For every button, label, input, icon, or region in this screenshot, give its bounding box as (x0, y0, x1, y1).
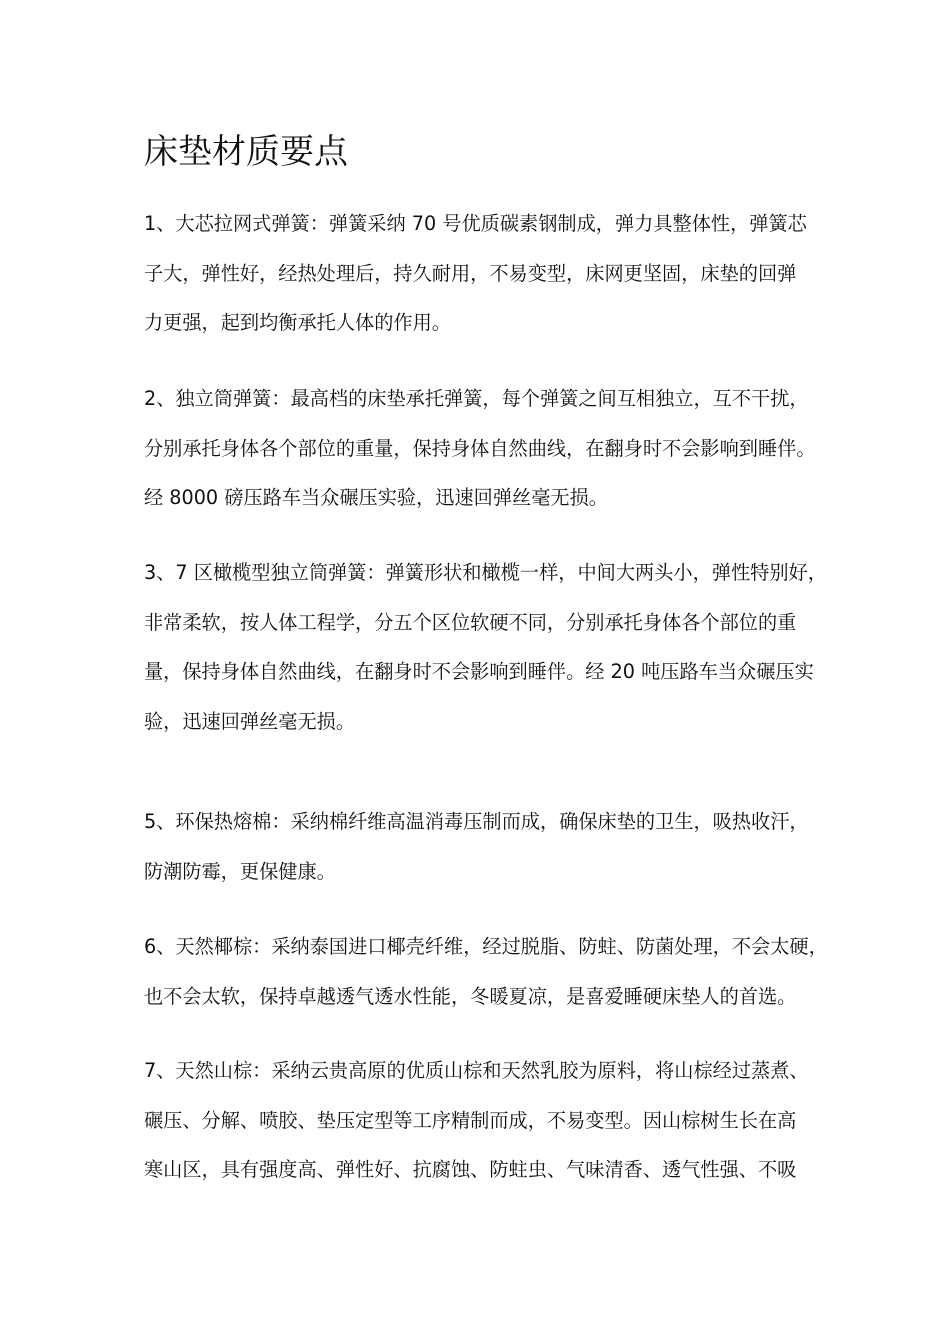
paragraph-line: 量，保持身体自然曲线，在翻身时不会影响到睡伴。经 20 吨压路车当众碾压实 (144, 660, 814, 684)
paragraph-line: 2、独立筒弹簧：最高档的床垫承托弹簧，每个弹簧之间互相独立，互不干扰， (144, 387, 809, 410)
paragraph-line: 碾压、分解、喷胶、垫压定型等工序精制而成，不易变型。因山棕树生长在高 (144, 1108, 797, 1132)
paragraph-line: 验，迅速回弹丝毫无损。 (144, 710, 356, 734)
paragraph-line: 分别承托身体各个部位的重量，保持身体自然曲线，在翻身时不会影响到睡伴。 (144, 436, 816, 460)
paragraph-line: 也不会太软，保持卓越透气透水性能，冬暖夏凉，是喜爱睡硬床垫人的首选。 (144, 984, 797, 1008)
paragraph-line: 防潮防霉，更保健康。 (144, 859, 336, 883)
paragraph-line: 非常柔软，按人体工程学，分五个区位软硬不同，分别承托身体各个部位的重 (144, 610, 797, 634)
paragraph-line: 7、天然山棕：采纳云贵高原的优质山棕和天然乳胶为原料，将山棕经过蒸煮、 (144, 1059, 809, 1082)
paragraph-line: 5、环保热熔棉：采纳棉纤维高温消毒压制而成，确保床垫的卫生，吸热收汗， (144, 810, 809, 833)
paragraph-line: 6、天然椰棕：采纳泰国进口椰壳纤维，经过脱脂、防蛀、防菌处理，不会太硬， (144, 935, 828, 958)
paragraph-line: 寒山区，具有强度高、弹性好、抗腐蚀、防蛀虫、气味清香、透气性强、不吸 (144, 1158, 797, 1182)
paragraph-line: 3、7 区橄榄型独立筒弹簧：弹簧形状和橄榄一样，中间大两头小，弹性特别好， (144, 561, 827, 584)
paragraph-coconut-fiber (144, 922, 828, 1021)
paragraph-line: 经 8000 磅压路车当众碾压实验，迅速回弹丝毫无损。 (144, 486, 608, 510)
paragraph-spring-bonnell (144, 199, 824, 348)
paragraph-thermal-cotton (144, 797, 824, 896)
paragraph-line: 子大，弹性好，经热处理后，持久耐用，不易变型，床网更坚固，床垫的回弹 (144, 261, 797, 285)
paragraph-line: 1、大芯拉网式弹簧：弹簧采纳 70 号优质碳素钢制成，弹力具整体性，弹簧芯 (144, 212, 807, 235)
document-title: 床垫材质要点 (144, 132, 348, 172)
paragraph-mountain-palm (144, 1046, 824, 1195)
paragraph-line: 力更强，起到均衡承托人体的作用。 (144, 311, 451, 335)
paragraph-pocket-spring (144, 374, 824, 523)
paragraph-zoned-spring (144, 548, 827, 747)
